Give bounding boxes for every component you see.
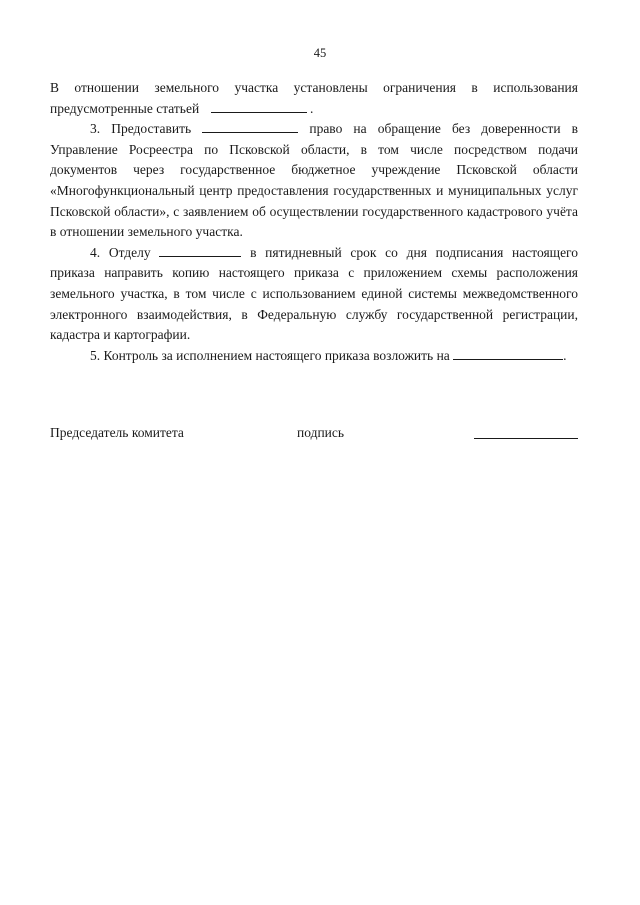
- paragraph-restrictions-text: В отношении земельного участка установлены ограничения в использования предусмотренные статьей: [50, 80, 578, 116]
- page-number: 45: [313, 46, 327, 60]
- paragraph-5: [50, 346, 578, 367]
- signature-line: [474, 438, 578, 439]
- signature-label: подпись: [297, 425, 345, 440]
- paragraph-4-lead: 4. Отделу: [90, 244, 151, 260]
- paragraph-3-lead: 3. Предоставить: [90, 121, 192, 137]
- paragraph-3-text: право на обращение без доверенности в Управление Росреестра по Псковской области, в том числе посредством подачи документов через государственное бюджетное учреждение Псковской области «Многофункциональный центр предоставления государственных и муниципальных услуг Псковской области», с заявлением об осуществлении государственного кадастрового учёта в отношении земельного участка.: [50, 121, 578, 240]
- paragraph-4-text: в пятидневный срок со дня подписания настоящего приказа направить копию настоящего приказа с приложением схемы расположения земельного участка, в том числе с использованием единой системы межведомственного электронного взаимодействия, в Федеральную службу государственной регистрации, кадастра и картографии.: [50, 244, 579, 343]
- signature-block: [50, 425, 578, 445]
- paragraph-4: [50, 243, 578, 346]
- paragraph-5-end: .: [563, 347, 567, 363]
- paragraph-restrictions: [50, 78, 578, 119]
- paragraph-5-text: 5. Контроль за исполнением настоящего приказа возложить на: [90, 347, 450, 363]
- blank-department-field: [159, 244, 241, 257]
- blank-responsible-field: [453, 347, 563, 360]
- signature-title: Председатель комитета: [50, 425, 184, 440]
- document-body: [50, 78, 578, 366]
- paragraph-3: [50, 119, 578, 243]
- paragraph-restrictions-end: .: [309, 100, 314, 116]
- blank-grantee-field: [202, 120, 298, 133]
- blank-article-field: [211, 100, 307, 113]
